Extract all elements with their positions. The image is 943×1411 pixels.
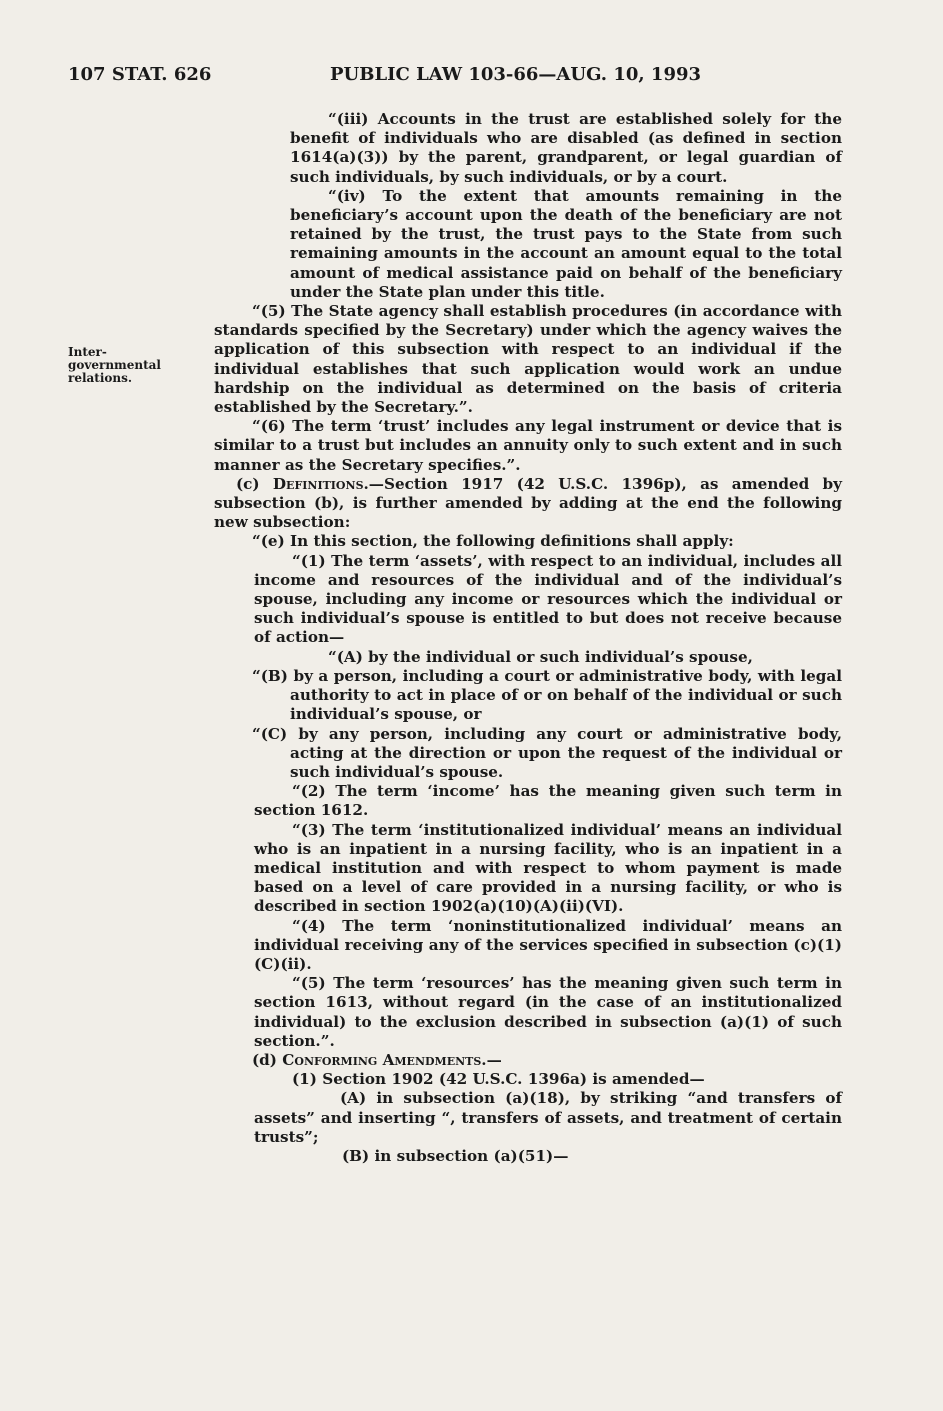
paragraph-e1-b: “(B) by a person, including a court or administrative body, with legal authority to act in place of or on behalf of the individual or such individual’s spouse, or [252, 666, 842, 724]
paragraph-e2: “(2) The term ‘income’ has the meaning given such term in section 1612. [254, 782, 842, 820]
paragraph-5: “(5) The State agency shall establish procedures (in accordance with standards specified by the Secretary) under which the agency waives the application of this subsection with respect to an individual if the individual establishes that such application would work an undue hardship on the individual as determined on the basis of criteria established by the Secretary.”. [214, 302, 842, 417]
paragraph-iv: “(iv) To the extent that amounts remaining in the beneficiary’s account upon the death of the beneficiary are not retained by the trust, the trust pays to the State from such remaining amounts in the account an amount equal to the total amount of medical assistance paid on behalf of the beneficiary under the State plan under this title. [290, 186, 842, 301]
paragraph-d1-b: (B) in subsection (a)(51)— [342, 1146, 569, 1165]
section-d-heading: Conforming Amendments [282, 1050, 482, 1069]
margin-note-line: governmental [68, 358, 161, 372]
section-c-label: (c) [236, 474, 273, 493]
section-d-dash: .— [481, 1050, 502, 1069]
section-c-text: Section 1917 (42 U.S.C. 1396p), as amended by subsection (b), is further amended by adding at the end the following new subsection: [214, 474, 842, 532]
paragraph-6: “(6) The term ‘trust’ includes any legal instrument or device that is similar to a trust but includes an annuity only to such extent and in such manner as the Secretary specifies.”. [214, 417, 842, 474]
paragraph-e4: “(4) The term ‘noninstitutionalized individual’ means an individual receiving any of the services specified in subsection (c)(1)(C)(ii). [254, 916, 842, 973]
paragraph-d1: (1) Section 1902 (42 U.S.C. 1396a) is amended— [292, 1070, 705, 1089]
margin-note-line: relations. [68, 371, 133, 385]
paragraph-e: “(e) In this section, the following definitions shall apply: [252, 532, 734, 551]
paragraph-d [214, 1051, 842, 1070]
law-title: PUBLIC LAW 103-66—AUG. 10, 1993 [330, 64, 702, 85]
margin-note-line: Inter- [68, 345, 107, 359]
document-body [214, 110, 842, 1166]
page-header [68, 64, 883, 88]
paragraph-e1: “(1) The term ‘assets’, with respect to an individual, includes all income and resources of the individual and of the individual’s spouse, including any income or resources which the individual or such individual’s spouse is entitled to but does not receive because of action— [254, 551, 842, 647]
margin-note [68, 346, 188, 385]
paragraph-e3: “(3) The term ‘institutionalized individual’ means an individual who is an inpatient in a nursing facility, who is an inpatient in a medical institution and with respect to whom payment is made based on a level of care provided in a nursing facility, or who is described in section 1902(a)(10)(A)(ii)(VI). [254, 820, 842, 916]
paragraph-e1-a: “(A) by the individual or such individual’s spouse, [328, 647, 753, 666]
paragraph-d1-a: (A) in subsection (a)(18), by striking “and transfers of assets” and inserting “, transfers of assets, and treatment of certain trusts”; [254, 1089, 842, 1146]
paragraph-e1-c: “(C) by any person, including any court or administrative body, acting at the direction or upon the request of the individual or such individual’s spouse. [252, 724, 842, 781]
stat-citation: 107 STAT. 626 [68, 64, 212, 85]
paragraph-e5: “(5) The term ‘resources’ has the meaning given such term in section 1613, without regard (in the case of an institutionalized individual) to the exclusion described in subsection (a)(1) of such section.”. [254, 974, 842, 1050]
section-c-heading: Definitions [272, 474, 364, 493]
section-c-dash: .— [363, 474, 384, 493]
paragraph-c [214, 475, 842, 533]
section-d-label: (d) [252, 1050, 283, 1069]
paragraph-iii: “(iii) Accounts in the trust are established solely for the benefit of individuals who are disabled (as defined in section 1614(a)(3)) by the parent, grandparent, or legal guardian of such individuals, by such individuals, or by a court. [290, 110, 842, 186]
